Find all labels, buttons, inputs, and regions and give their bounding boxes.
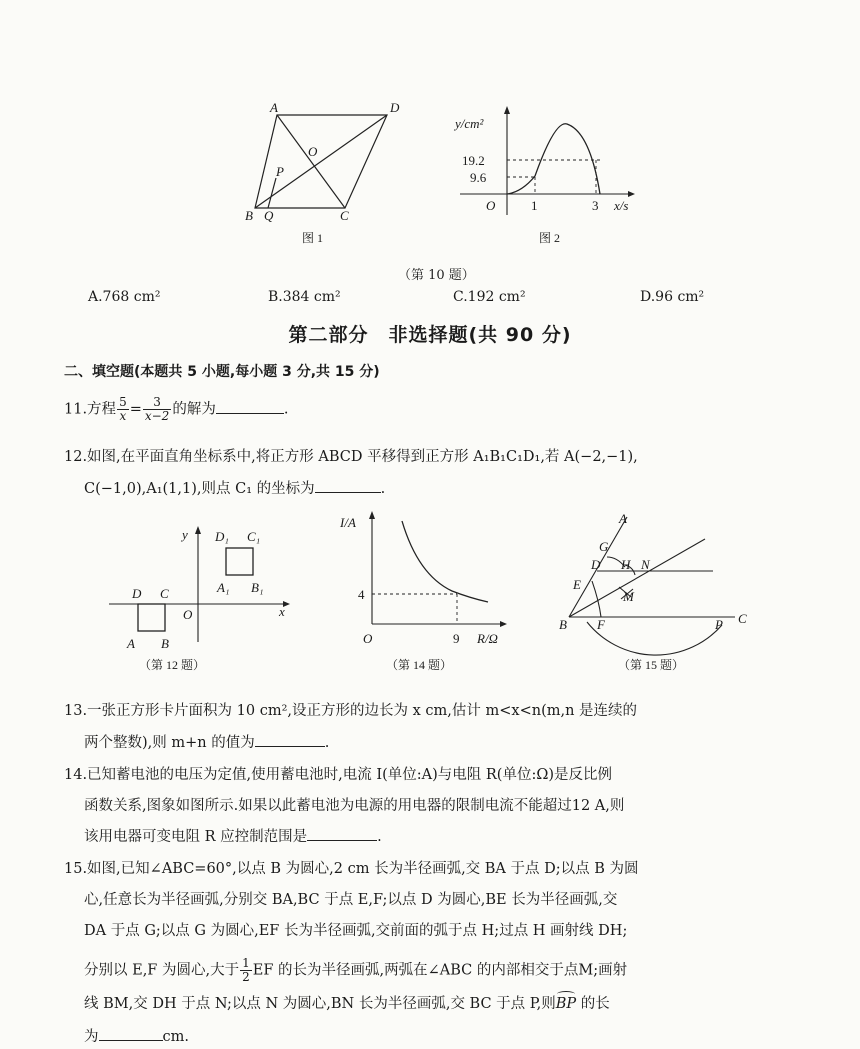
- figure-2-graph: [450, 100, 650, 250]
- answer-blank-15[interactable]: [99, 1026, 163, 1041]
- square-a1b1c1d1: [226, 548, 253, 575]
- diagonal-bd: [255, 115, 387, 208]
- label-f: F: [597, 617, 605, 632]
- label-m: M: [623, 589, 634, 604]
- figure-12-caption: （第 12 题）: [139, 658, 206, 672]
- option-d: D.96 cm²: [640, 289, 705, 305]
- fig2-x-label: x/s: [614, 198, 629, 213]
- label-q: Q: [264, 208, 274, 223]
- label-p: P: [276, 164, 284, 179]
- fig14-tick-4: 4: [358, 587, 365, 602]
- inverse-curve: [402, 521, 488, 602]
- fig14-x-label: R/Ω: [477, 631, 498, 646]
- label-x: x: [279, 604, 285, 619]
- question-15-line-5: 线 BM,交 DH 于点 N;以点 N 为圆心,BN 长为半径画弧,交 BC 于点 P,则 BP 的长: [84, 994, 610, 1014]
- label-c: C: [160, 586, 169, 601]
- fig14-tick-9: 9: [453, 631, 460, 646]
- fig2-tick-1: 1: [531, 198, 538, 213]
- label-o: O: [308, 144, 318, 159]
- question-14-line-1: 14.已知蓄电池的电压为定值,使用蓄电池时,电流 I(单位:A)与电阻 R(单位:Ω)是反比例: [64, 767, 613, 783]
- label-h: H: [621, 557, 631, 572]
- segment-pq: [268, 178, 276, 208]
- label-a1: A₁: [217, 580, 230, 595]
- fraction-5-over-x: $\frac{5}{x}$: [119, 395, 127, 423]
- label-p: P: [715, 617, 723, 632]
- question-15-line-1: 15.如图,已知∠ABC=60°,以点 B 为圆心,2 cm 长为半径画弧,交 BA 于点 D;以点 B 为圆: [64, 861, 639, 877]
- label-c: C: [340, 208, 349, 223]
- label-d1: D₁: [215, 529, 229, 544]
- figure-2-caption: 图 2: [539, 231, 561, 245]
- label-e: E: [573, 577, 581, 592]
- figure-15-construction: [555, 505, 755, 677]
- figure-15-caption: （第 15 题）: [618, 658, 685, 672]
- part-two-title: 第二部分 非选择题(共 90 分): [288, 324, 572, 346]
- question-14-line-3: 该用电器可变电阻 R 应控制范围是 .: [84, 826, 382, 847]
- ray-bm: [569, 539, 705, 617]
- label-d: D: [132, 586, 142, 601]
- fig14-y-label: I/A: [340, 515, 356, 530]
- option-a: A.768 cm²: [88, 289, 161, 305]
- label-a: A: [619, 511, 627, 526]
- fraction-3-over-x-2: $\frac{3}{x-2}$: [144, 395, 170, 423]
- label-d: D: [390, 100, 400, 115]
- answer-blank-13[interactable]: [255, 732, 325, 747]
- fraction-one-half: $\frac{1}{2}$: [242, 956, 250, 984]
- figure-14-inverse-graph: [330, 505, 530, 677]
- label-b1: B₁: [251, 580, 264, 595]
- label-g: G: [599, 539, 609, 554]
- fig2-origin: O: [486, 198, 496, 213]
- label-y: y: [182, 527, 188, 542]
- answer-blank-11[interactable]: [216, 399, 284, 414]
- question-10-caption: （第 10 题）: [398, 268, 475, 283]
- question-12-line-1: 12.如图,在平面直角坐标系中,将正方形 ABCD 平移得到正方形 A₁B₁C₁D₁,若 A(−2,−1),: [64, 449, 638, 465]
- arc-symbol: [557, 991, 575, 997]
- label-n: N: [641, 557, 650, 572]
- label-c1: C₁: [247, 529, 261, 544]
- section-fill-blank-title: 二、填空题(本题共 5 小题,每小题 3 分,共 15 分): [64, 364, 380, 380]
- fig2-tick-3: 3: [592, 198, 599, 213]
- label-b: B: [245, 208, 253, 223]
- option-b: B.384 cm²: [268, 289, 341, 305]
- question-12-line-2: C(−1,0),A₁(1,1),则点 C₁ 的坐标为 .: [84, 478, 385, 499]
- label-b: B: [161, 636, 169, 651]
- figure-1-caption: 图 1: [302, 231, 324, 245]
- figure-1-parallelogram: [240, 98, 400, 248]
- fig2-tick-19-2: 19.2: [462, 153, 485, 168]
- label-a: A: [127, 636, 135, 651]
- diagonal-ac: [277, 115, 345, 208]
- answer-blank-12[interactable]: [315, 478, 381, 493]
- question-13-line-1: 13.一张正方形卡片面积为 10 cm²,设正方形的边长为 x cm,估计 m<x<n(m,n 是连续的: [64, 703, 638, 719]
- figure-12-coordinates: [105, 512, 305, 677]
- question-15-line-2: 心,任意长为半径画弧,分别交 BA,BC 于点 E,F;以点 D 为圆心,BE 长为半径画弧,交: [84, 892, 618, 908]
- fig2-y-label: y/cm²: [455, 116, 484, 131]
- label-d: D: [591, 557, 601, 572]
- question-14-line-2: 函数关系,图象如图所示.如果以此蓄电池为电源的用电器的限制电流不能超过12 A,则: [84, 798, 625, 814]
- fig2-tick-9-6: 9.6: [470, 170, 487, 185]
- question-13-line-2: 两个整数),则 m+n 的值为 .: [84, 732, 329, 753]
- question-15-line-4: 分别以 E,F 为圆心,大于 $\frac{1}{2}$ EF 的长为半径画弧,两弧在∠ABC 的内部相交于点M;画射: [84, 956, 628, 984]
- answer-blank-14[interactable]: [307, 826, 377, 841]
- label-a: A: [270, 100, 278, 115]
- label-o: O: [183, 607, 193, 622]
- label-b: B: [559, 617, 567, 632]
- question-15-line-3: DA 于点 G;以点 G 为圆心,EF 长为半径画弧,交前面的弧于点 H;过点 H 画射线 DH;: [84, 923, 628, 939]
- fig14-origin: O: [363, 631, 373, 646]
- question-15-line-6: 为 cm.: [84, 1026, 189, 1047]
- option-c: C.192 cm²: [453, 289, 526, 305]
- question-11: 11.方程 $\frac{5}{x}$ = $\frac{3}{x-2}$ 的解为 .: [64, 395, 289, 423]
- graph-curve: [507, 124, 600, 194]
- label-c: C: [738, 611, 747, 626]
- arc-bp-label: BP: [556, 994, 576, 1014]
- square-abcd: [138, 604, 165, 631]
- arc-bp: [587, 622, 722, 655]
- figure-14-caption: （第 14 题）: [386, 658, 453, 672]
